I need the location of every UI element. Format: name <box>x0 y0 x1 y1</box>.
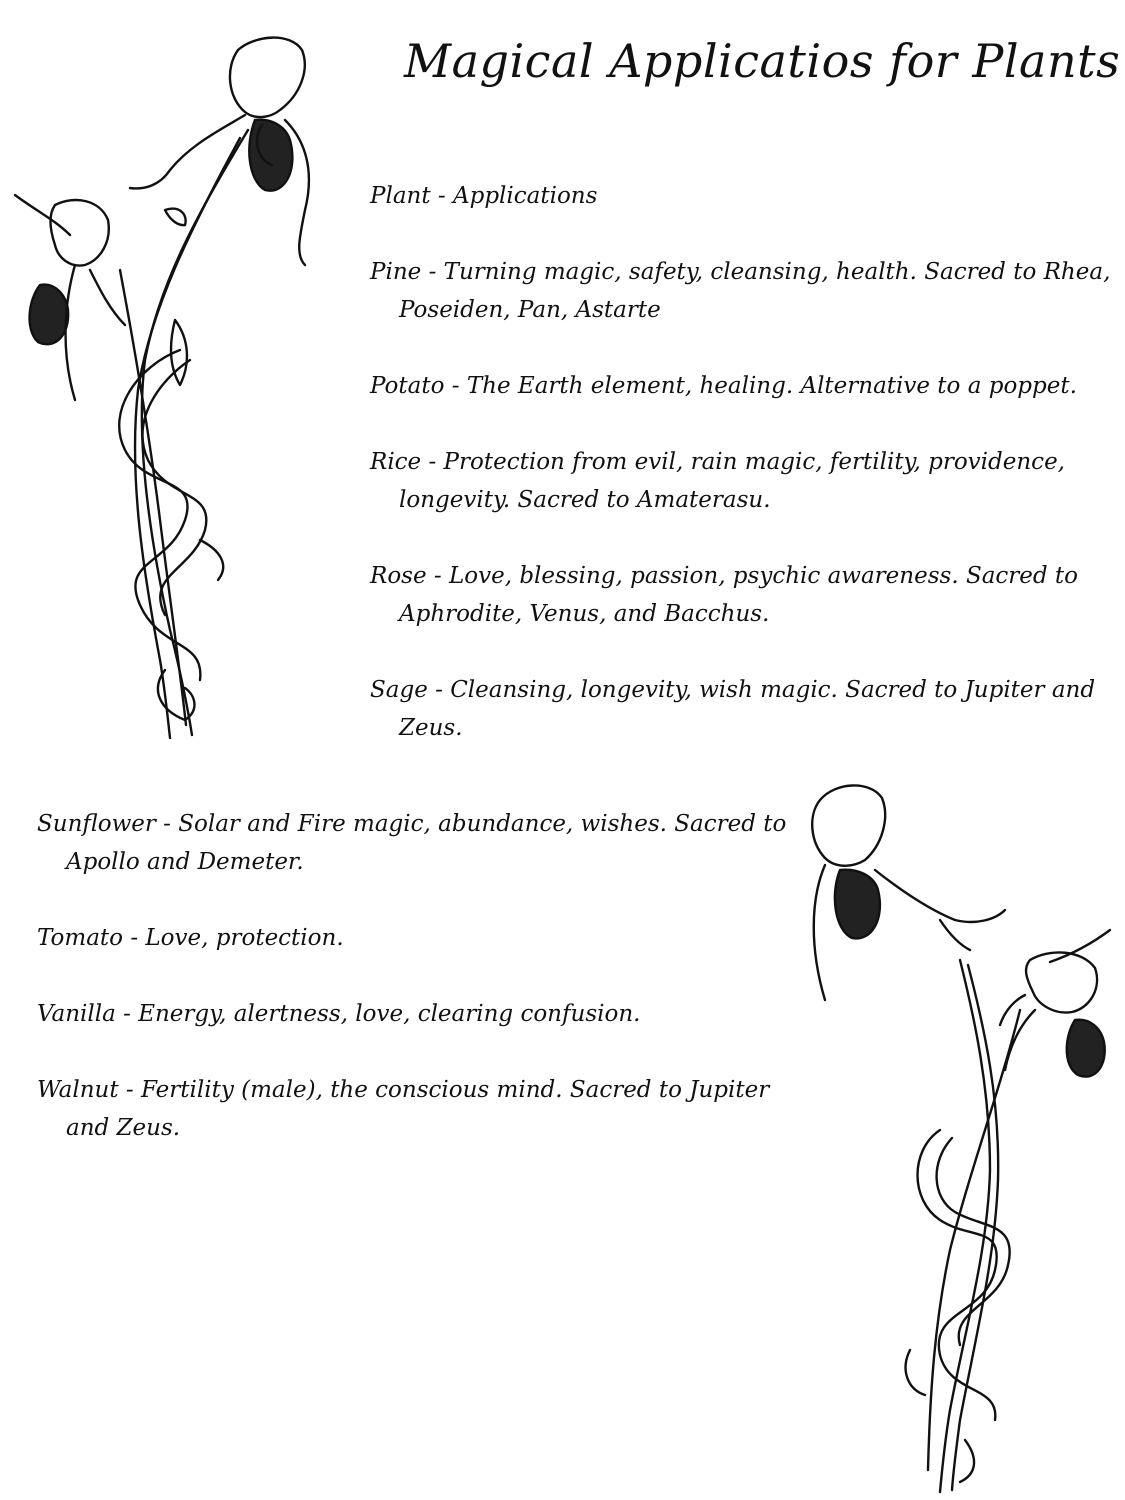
plant-entry-line: Rice - Protection from evil, rain magic, fertility, providence, <box>370 449 1065 475</box>
orchid-illustration-top-left <box>0 20 340 750</box>
plant-entry-line: Rose - Love, blessing, passion, psychic awareness. Sacred to <box>370 563 1079 589</box>
plant-entry-line: Poseiden, Pan, Astarte <box>399 297 661 323</box>
plant-entry-sage <box>370 671 1095 747</box>
plant-entry-tomato <box>37 919 344 957</box>
plant-entry-line: Walnut - Fertility (male), the conscious mind. Sacred to Jupiter <box>37 1077 770 1103</box>
plant-entry-line: Sunflower - Solar and Fire magic, abundance, wishes. Sacred to <box>37 811 787 837</box>
plant-entry-line: Apollo and Demeter. <box>66 849 304 875</box>
plant-entry-line: Tomato - Love, protection. <box>37 925 344 951</box>
plant-entry-line: Zeus. <box>399 715 463 741</box>
plant-entry-line: Pine - Turning magic, safety, cleansing, health. Sacred to Rhea, <box>370 259 1111 285</box>
plant-entry-rice <box>370 443 1065 519</box>
plant-entry-line: Potato - The Earth element, healing. Alternative to a poppet. <box>370 373 1077 399</box>
plant-entry-line: Aphrodite, Venus, and Bacchus. <box>399 601 770 627</box>
page-title: Magical Applicatios for Plants <box>404 34 1121 88</box>
plant-entry-vanilla <box>37 995 640 1033</box>
plant-list-header-text: Plant - Applications <box>370 183 598 209</box>
plant-entry-rose <box>370 557 1078 633</box>
plant-entry-line: and Zeus. <box>66 1115 181 1141</box>
plant-entry-walnut <box>37 1071 769 1147</box>
orchid-illustration-bottom-right <box>790 770 1125 1500</box>
plant-entry-line: Sage - Cleansing, longevity, wish magic. Sacred to Jupiter and <box>370 677 1096 703</box>
plant-entry-pine <box>370 253 1110 329</box>
plant-entry-line: Vanilla - Energy, alertness, love, clearing confusion. <box>37 1001 641 1027</box>
plant-entry-sunflower <box>37 805 786 881</box>
plant-entry-line: longevity. Sacred to Amaterasu. <box>399 487 771 513</box>
plant-entry-potato <box>370 367 1077 405</box>
plant-list-header <box>370 177 597 215</box>
